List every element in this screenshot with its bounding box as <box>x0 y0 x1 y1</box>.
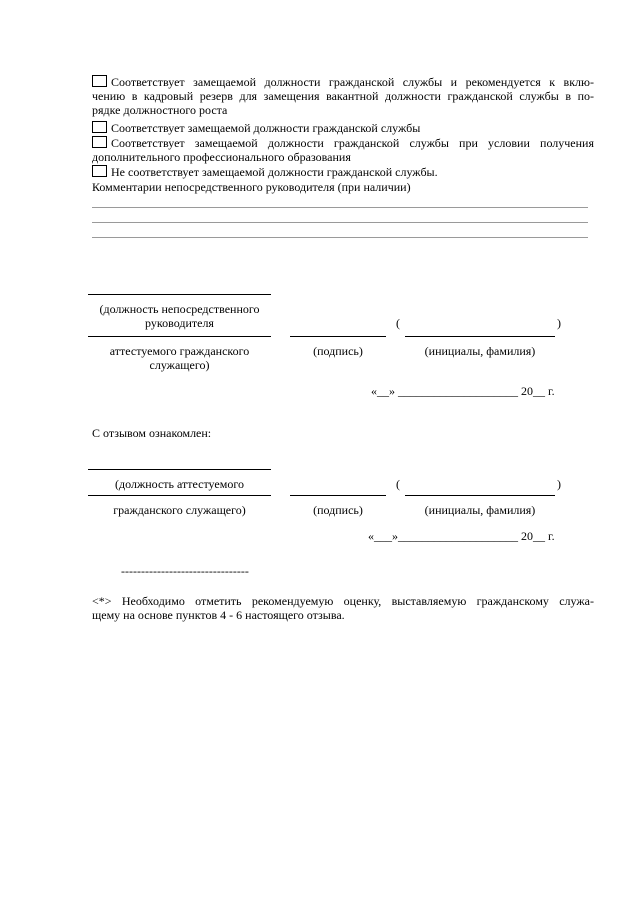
option-text-line: чению в кадровый резерв для замещения вакантной должности гражданской службы в по- <box>92 89 594 103</box>
employee-position-caption-1: (должность аттестуемого <box>115 477 244 491</box>
option-text-line: рядке должностного роста <box>92 103 228 117</box>
supervisor-position-caption-4: служащего) <box>149 358 210 372</box>
supervisor-position-caption-2: руководителя <box>145 316 214 330</box>
employee-name-caption: (инициалы, фамилия) <box>424 503 536 517</box>
option-corresponds <box>92 121 420 135</box>
option-text-line: Не соответствует замещаемой должности гражданской службы. <box>111 165 438 179</box>
option-text-line: Соответствует замещаемой должности гражданской службы <box>111 121 421 135</box>
option-corresponds-conditional <box>92 136 594 164</box>
option-recommend-reserve <box>92 75 594 117</box>
supervisor-date[interactable]: «__» ____________________ 20__ г. <box>371 384 555 398</box>
option-not-corresponds <box>92 165 438 179</box>
footnote-line: <*> Необходимо отметить рекомендуемую оценку, выставляемую гражданскому служа- <box>92 594 594 608</box>
comment-line[interactable] <box>92 237 588 238</box>
employee-signature-line[interactable] <box>290 495 386 496</box>
comment-line[interactable] <box>92 207 588 208</box>
supervisor-signature-line[interactable] <box>290 336 386 337</box>
employee-position-line-2[interactable] <box>88 495 271 496</box>
checkbox-recommend-reserve[interactable] <box>92 75 107 87</box>
option-text-line: Соответствует замещаемой должности гражданской службы и рекомендуется к вклю- <box>111 75 594 89</box>
paren-open: ( <box>396 477 400 491</box>
employee-date[interactable]: «___»____________________ 20__ г. <box>368 529 555 543</box>
paren-close: ) <box>557 477 561 491</box>
employee-position-caption-2: гражданского служащего) <box>113 503 246 517</box>
checkbox-not-corresponds[interactable] <box>92 165 107 177</box>
footnote-line: щему на основе пунктов 4 - 6 настоящего отзыва. <box>92 608 345 622</box>
supervisor-position-line-2[interactable] <box>88 336 271 337</box>
employee-position-line[interactable] <box>88 469 271 470</box>
paren-close: ) <box>557 316 561 330</box>
acknowledged-label: С отзывом ознакомлен: <box>92 426 212 440</box>
supervisor-position-line[interactable] <box>88 294 271 295</box>
option-text-line: дополнительного профессионального образования <box>92 150 351 164</box>
checkbox-corresponds[interactable] <box>92 121 107 133</box>
employee-name-line[interactable] <box>405 495 555 496</box>
supervisor-position-caption-1: (должность непосредственного <box>99 302 260 316</box>
comment-line[interactable] <box>92 222 588 223</box>
comments-label: Комментарии непосредственного руководителя (при наличии) <box>92 180 411 194</box>
supervisor-name-caption: (инициалы, фамилия) <box>424 344 536 358</box>
footnote <box>92 594 594 622</box>
option-text-line: Соответствует замещаемой должности гражданской службы при условии получения <box>111 136 594 150</box>
supervisor-name-line[interactable] <box>405 336 555 337</box>
footnote-separator: -------------------------------- <box>121 564 249 578</box>
supervisor-signature-caption: (подпись) <box>313 344 363 358</box>
checkbox-corresponds-conditional[interactable] <box>92 136 107 148</box>
supervisor-position-caption-3: аттестуемого гражданского <box>109 344 250 358</box>
employee-signature-caption: (подпись) <box>313 503 363 517</box>
paren-open: ( <box>396 316 400 330</box>
